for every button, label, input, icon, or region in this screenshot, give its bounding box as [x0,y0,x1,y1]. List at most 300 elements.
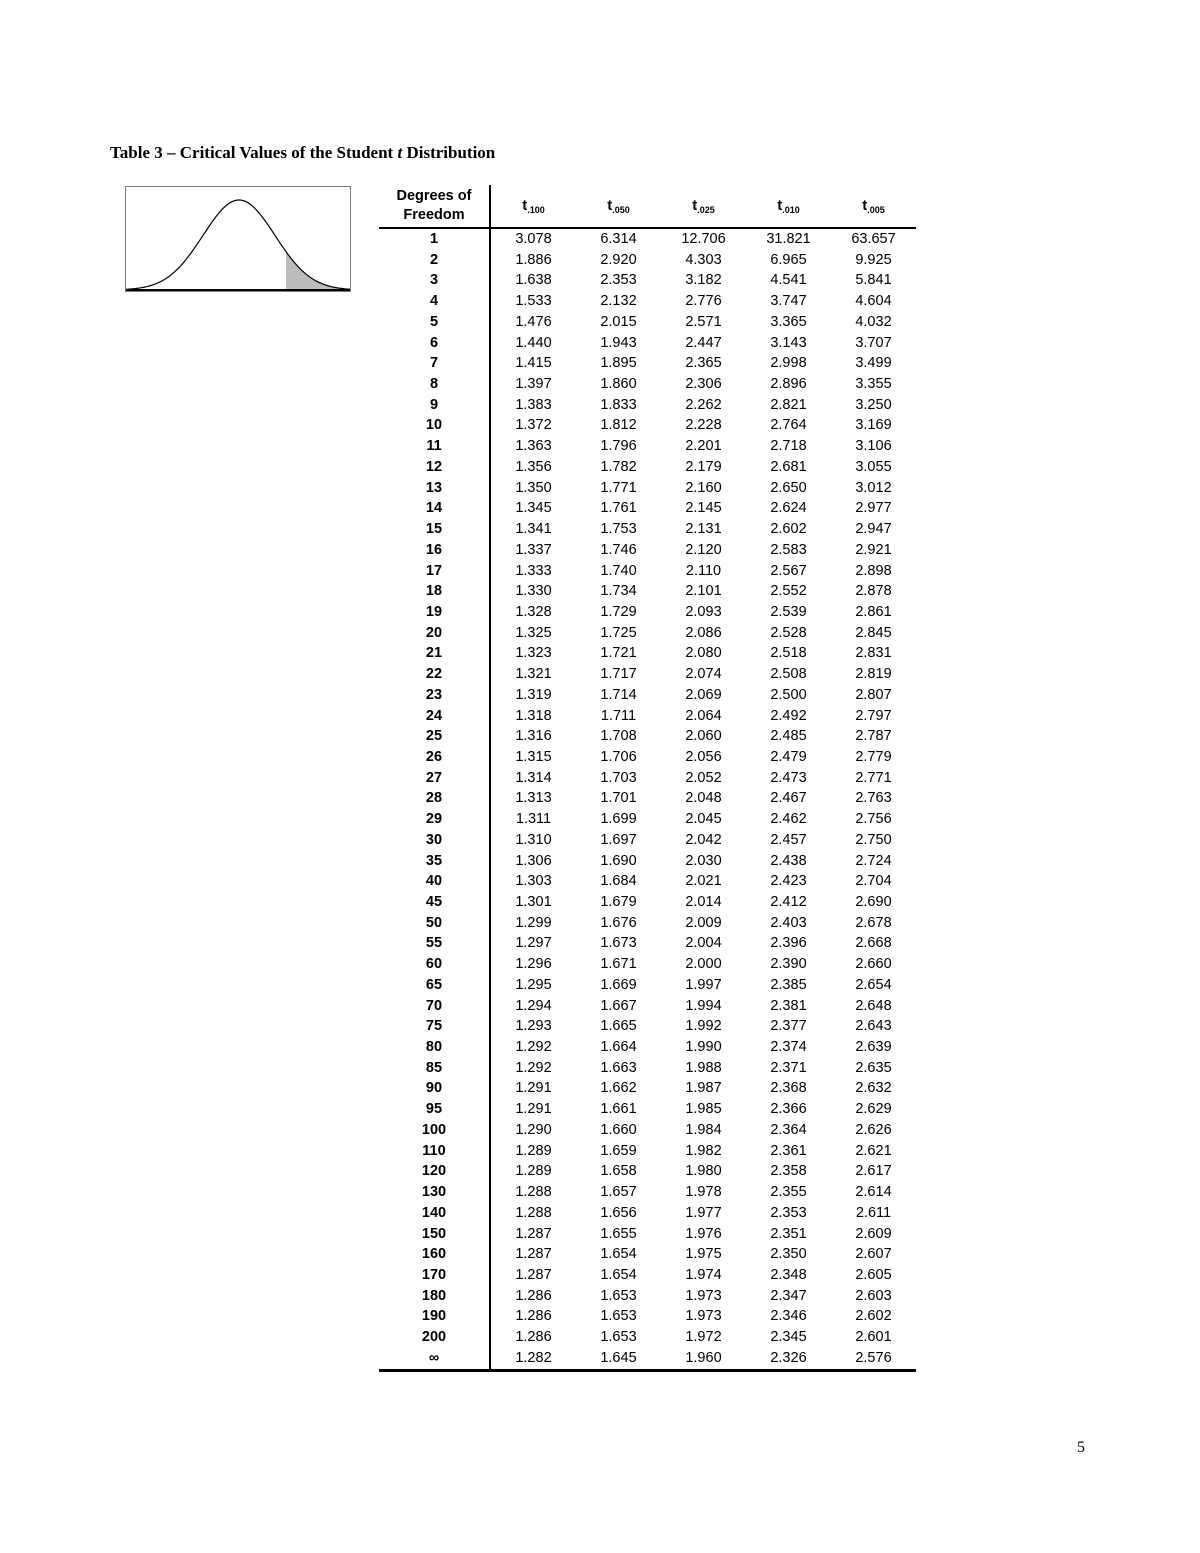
col-header-t100: $t_{.100}$ [490,185,576,228]
value-cell: 1.761 [600,500,637,517]
table-row [379,1037,916,1058]
value-cell: 1.310 [515,831,552,848]
table-row [379,1016,916,1037]
value-cell: 1.397 [515,376,552,393]
value-cell: 1.415 [515,355,552,372]
df-cell: 25 [379,726,490,747]
value-cell: 1.476 [515,313,552,330]
df-cell: 19 [379,602,490,623]
value-cell: 1.287 [515,1266,552,1283]
table-row [379,975,916,996]
table-row [379,602,916,623]
value-cell: 2.771 [855,769,892,786]
value-cell: 1.982 [685,1142,722,1159]
table-row [379,415,916,436]
value-cell: 1.972 [685,1329,722,1346]
value-cell: 2.438 [770,852,807,869]
df-header: Degrees of Freedom [379,185,490,228]
df-cell: 26 [379,747,490,768]
df-cell: ∞ [379,1348,490,1370]
value-cell: 1.988 [685,1059,722,1076]
value-cell: 2.896 [770,376,807,393]
df-cell: 75 [379,1016,490,1037]
df-cell: 23 [379,685,490,706]
col-header-t025: $t_{.025}$ [661,185,746,228]
table-row [379,892,916,913]
value-cell: 4.303 [685,251,722,268]
value-cell: 1.321 [515,666,552,683]
value-cell: 1.660 [600,1121,637,1138]
value-cell: 2.635 [855,1059,892,1076]
value-cell: 2.485 [770,728,807,745]
df-cell: 60 [379,954,490,975]
value-cell: 63.657 [851,231,896,247]
table-row [379,250,916,271]
value-cell: 1.860 [600,376,637,393]
value-cell: 2.607 [855,1246,892,1263]
value-cell: 2.977 [855,500,892,517]
value-cell: 31.821 [766,231,811,247]
value-cell: 1.653 [600,1329,637,1346]
value-cell: 2.681 [770,458,807,475]
df-cell: 17 [379,561,490,582]
value-cell: 2.605 [855,1266,892,1283]
table-row [379,1224,916,1245]
value-cell: 2.724 [855,852,892,869]
value-cell: 2.776 [685,293,722,310]
value-cell: 6.965 [770,251,807,268]
value-cell: 1.291 [515,1101,552,1118]
value-cell: 2.403 [770,914,807,931]
value-cell: 2.381 [770,997,807,1014]
df-cell: 85 [379,1058,490,1079]
title-main: Table 3 – Critical Values of the Student [110,143,398,162]
table-row [379,706,916,727]
value-cell: 3.355 [855,376,892,393]
df-cell: 130 [379,1182,490,1203]
value-cell: 1.746 [600,541,637,558]
value-cell: 2.861 [855,603,892,620]
df-cell: 150 [379,1224,490,1245]
value-cell: 1.656 [600,1204,637,1221]
value-cell: 2.528 [770,624,807,641]
value-cell: 1.654 [600,1246,637,1263]
value-cell: 1.771 [600,479,637,496]
table-row [379,1327,916,1348]
value-cell: 1.315 [515,748,552,765]
table-row [379,270,916,291]
table-row [379,933,916,954]
value-cell: 2.567 [770,562,807,579]
value-cell: 2.500 [770,686,807,703]
value-cell: 1.690 [600,852,637,869]
value-cell: 1.664 [600,1039,637,1056]
value-cell: 2.539 [770,603,807,620]
tail-area [286,252,350,290]
df-cell: 30 [379,830,490,851]
value-cell: 2.617 [855,1163,892,1180]
value-cell: 2.621 [855,1142,892,1159]
df-cell: 55 [379,933,490,954]
table-row [379,726,916,747]
value-cell: 1.316 [515,728,552,745]
value-cell: 1.291 [515,1080,552,1097]
value-cell: 12.706 [681,231,726,247]
value-cell: 1.976 [685,1225,722,1242]
table-row [379,436,916,457]
value-cell: 2.878 [855,583,892,600]
col-header-t005: $t_{.005}$ [831,185,916,228]
value-cell: 1.289 [515,1142,552,1159]
df-cell: 27 [379,768,490,789]
value-cell: 2.364 [770,1121,807,1138]
value-cell: 2.447 [685,334,722,351]
value-cell: 1.974 [685,1266,722,1283]
value-cell: 2.650 [770,479,807,496]
value-cell: 1.997 [685,976,722,993]
value-cell: 2.518 [770,645,807,662]
table-row [379,1141,916,1162]
value-cell: 1.673 [600,935,637,952]
value-cell: 1.714 [600,686,637,703]
df-cell: 100 [379,1120,490,1141]
value-cell: 1.658 [600,1163,637,1180]
value-cell: 1.960 [661,1348,746,1370]
value-cell: 4.541 [770,272,807,289]
value-cell: 1.659 [600,1142,637,1159]
value-cell: 1.645 [576,1348,661,1370]
value-cell: 1.978 [685,1184,722,1201]
df-cell: 160 [379,1244,490,1265]
value-cell: 2.807 [855,686,892,703]
value-cell: 1.676 [600,914,637,931]
value-cell: 2.000 [685,956,722,973]
table-row [379,830,916,851]
value-cell: 2.648 [855,997,892,1014]
value-cell: 2.787 [855,728,892,745]
value-cell: 2.654 [855,976,892,993]
value-cell: 2.764 [770,417,807,434]
value-cell: 2.014 [685,894,722,910]
value-cell: 2.947 [855,521,892,538]
value-cell: 1.288 [515,1184,552,1201]
curve-line [126,200,350,289]
value-cell: 1.992 [685,1018,722,1035]
value-cell: 2.371 [770,1059,807,1076]
value-cell: 2.353 [770,1204,807,1221]
table-row [379,623,916,644]
value-cell: 2.074 [685,666,722,683]
table-row [379,312,916,333]
value-cell: 1.638 [515,272,552,289]
value-cell: 2.571 [685,313,722,330]
value-cell: 1.987 [685,1080,722,1097]
value-cell: 1.653 [600,1287,637,1304]
value-cell: 1.330 [515,583,552,600]
df-cell: 35 [379,851,490,872]
value-cell: 2.639 [855,1039,892,1056]
value-cell: 2.009 [685,914,722,931]
value-cell: 1.314 [515,769,552,786]
table-row [379,291,916,312]
value-cell: 1.753 [600,521,637,538]
df-cell: 120 [379,1161,490,1182]
value-cell: 2.348 [770,1266,807,1283]
value-cell: 2.423 [770,873,807,890]
df-cell: 28 [379,788,490,809]
df-cell: 22 [379,664,490,685]
df-cell: 50 [379,913,490,934]
value-cell: 1.288 [515,1204,552,1221]
value-cell: 1.533 [515,293,552,310]
value-cell: 1.740 [600,562,637,579]
value-cell: 2.110 [685,562,722,579]
page-title [110,143,495,163]
table-row [379,768,916,789]
df-cell: 80 [379,1037,490,1058]
value-cell: 1.990 [685,1039,722,1056]
df-cell: 15 [379,519,490,540]
value-cell: 3.747 [770,293,807,310]
value-cell: 2.473 [770,769,807,786]
value-cell: 2.351 [770,1225,807,1242]
table-row [379,1265,916,1286]
table-row [379,1161,916,1182]
df-cell: 7 [379,353,490,374]
value-cell: 1.295 [515,976,552,993]
table-header-row [379,185,916,228]
value-cell: 5.841 [855,272,892,289]
value-cell: 1.703 [600,769,637,786]
table-row [379,871,916,892]
value-cell: 1.292 [515,1059,552,1076]
value-cell: 1.717 [600,666,637,683]
df-cell: 18 [379,581,490,602]
df-cell: 3 [379,270,490,291]
value-cell: 1.994 [685,997,722,1014]
table-row [379,1203,916,1224]
value-cell: 2.898 [855,562,892,579]
value-cell: 2.629 [855,1101,892,1118]
value-cell: 2.614 [855,1184,892,1201]
value-cell: 2.064 [685,707,722,724]
df-cell: 10 [379,415,490,436]
value-cell: 1.812 [600,417,637,434]
value-cell: 2.326 [746,1348,831,1370]
table-row [379,353,916,374]
df-cell: 200 [379,1327,490,1348]
value-cell: 2.101 [685,583,722,600]
df-cell: 2 [379,250,490,271]
value-cell: 2.377 [770,1018,807,1035]
value-cell: 1.333 [515,562,552,579]
value-cell: 2.347 [770,1287,807,1304]
value-cell: 1.299 [515,914,552,931]
table-row [379,913,916,934]
value-cell: 1.286 [515,1287,552,1304]
value-cell: 2.704 [855,873,892,890]
value-cell: 2.160 [685,479,722,496]
df-cell: 8 [379,374,490,395]
value-cell: 1.833 [600,396,637,413]
value-cell: 1.667 [600,997,637,1014]
value-cell: 3.169 [855,417,892,434]
value-cell: 1.977 [685,1204,722,1221]
value-cell: 2.479 [770,748,807,765]
table-row [379,747,916,768]
table-row [379,788,916,809]
value-cell: 1.325 [515,624,552,641]
value-cell: 1.301 [515,894,552,910]
value-cell: 1.292 [515,1039,552,1056]
value-cell: 1.679 [600,894,637,910]
value-cell: 2.368 [770,1080,807,1097]
value-cell: 4.604 [855,293,892,310]
value-cell: 2.056 [685,748,722,765]
value-cell: 2.750 [855,831,892,848]
value-cell: 2.690 [855,894,892,910]
value-cell: 1.665 [600,1018,637,1035]
value-cell: 2.060 [685,728,722,745]
df-cell: 24 [379,706,490,727]
df-cell: 29 [379,809,490,830]
value-cell: 2.045 [685,811,722,828]
value-cell: 2.015 [600,313,637,330]
value-cell: 2.763 [855,790,892,807]
value-cell: 1.345 [515,500,552,517]
value-cell: 3.250 [855,396,892,413]
value-cell: 2.179 [685,458,722,475]
value-cell: 1.296 [515,956,552,973]
value-cell: 1.323 [515,645,552,662]
value-cell: 1.286 [515,1308,552,1325]
value-cell: 2.583 [770,541,807,558]
value-cell: 2.920 [600,251,637,268]
value-cell: 1.313 [515,790,552,807]
col-header-t010: $t_{.010}$ [746,185,831,228]
value-cell: 2.831 [855,645,892,662]
value-cell: 2.845 [855,624,892,641]
df-cell: 90 [379,1078,490,1099]
value-cell: 2.601 [855,1329,892,1346]
df-cell: 20 [379,623,490,644]
value-cell: 2.030 [685,852,722,869]
value-cell: 2.457 [770,831,807,848]
value-cell: 1.293 [515,1018,552,1035]
value-cell: 2.374 [770,1039,807,1056]
value-cell: 1.328 [515,603,552,620]
value-cell: 2.609 [855,1225,892,1242]
value-cell: 3.078 [515,231,552,247]
df-cell: 12 [379,457,490,478]
value-cell: 3.365 [770,313,807,330]
value-cell: 1.383 [515,396,552,413]
table-row [379,498,916,519]
value-cell: 1.985 [685,1101,722,1118]
value-cell: 2.603 [855,1287,892,1304]
value-cell: 1.318 [515,707,552,724]
value-cell: 1.973 [685,1287,722,1304]
value-cell: 1.697 [600,831,637,848]
df-cell: 1 [379,228,490,250]
value-cell: 1.294 [515,997,552,1014]
table-row [379,228,916,250]
table-row [379,333,916,354]
value-cell: 2.660 [855,956,892,973]
value-cell: 1.699 [600,811,637,828]
t-distribution-curve-figure [125,186,351,292]
value-cell: 2.779 [855,748,892,765]
table-row [379,996,916,1017]
value-cell: 1.654 [600,1266,637,1283]
df-cell: 170 [379,1265,490,1286]
value-cell: 1.661 [600,1101,637,1118]
value-cell: 2.602 [855,1308,892,1325]
value-cell: 1.655 [600,1225,637,1242]
value-cell: 2.131 [685,521,722,538]
value-cell: 2.412 [770,894,807,910]
df-cell: 13 [379,478,490,499]
value-cell: 2.668 [855,935,892,952]
value-cell: 1.701 [600,790,637,807]
table-row [379,478,916,499]
df-cell: 4 [379,291,490,312]
value-cell: 1.290 [515,1121,552,1138]
value-cell: 1.975 [685,1246,722,1263]
value-cell: 2.086 [685,624,722,641]
title-tail: Distribution [402,143,496,162]
value-cell: 1.734 [600,583,637,600]
value-cell: 2.602 [770,521,807,538]
value-cell: 2.355 [770,1184,807,1201]
df-cell: 110 [379,1141,490,1162]
col-header-t050: $t_{.050}$ [576,185,661,228]
table-row [379,643,916,664]
value-cell: 1.796 [600,438,637,455]
value-cell: 1.657 [600,1184,637,1201]
value-cell: 4.032 [855,313,892,330]
value-cell: 2.346 [770,1308,807,1325]
value-cell: 2.626 [855,1121,892,1138]
value-cell: 1.662 [600,1080,637,1097]
value-cell: 1.289 [515,1163,552,1180]
value-cell: 3.143 [770,334,807,351]
value-cell: 3.055 [855,458,892,475]
value-cell: 2.821 [770,396,807,413]
value-cell: 1.782 [600,458,637,475]
value-cell: 1.725 [600,624,637,641]
value-cell: 3.182 [685,272,722,289]
value-cell: 1.341 [515,521,552,538]
table-row [379,1182,916,1203]
value-cell: 2.492 [770,707,807,724]
table-row [379,1286,916,1307]
value-cell: 1.895 [600,355,637,372]
value-cell: 2.069 [685,686,722,703]
value-cell: 2.624 [770,500,807,517]
value-cell: 2.052 [685,769,722,786]
table-row [379,519,916,540]
value-cell: 1.886 [515,251,552,268]
table-row [379,581,916,602]
value-cell: 2.228 [685,417,722,434]
value-cell: 1.337 [515,541,552,558]
value-cell: 3.012 [855,479,892,496]
table-row [379,1306,916,1327]
value-cell: 2.365 [685,355,722,372]
value-cell: 1.287 [515,1225,552,1242]
df-cell: 190 [379,1306,490,1327]
